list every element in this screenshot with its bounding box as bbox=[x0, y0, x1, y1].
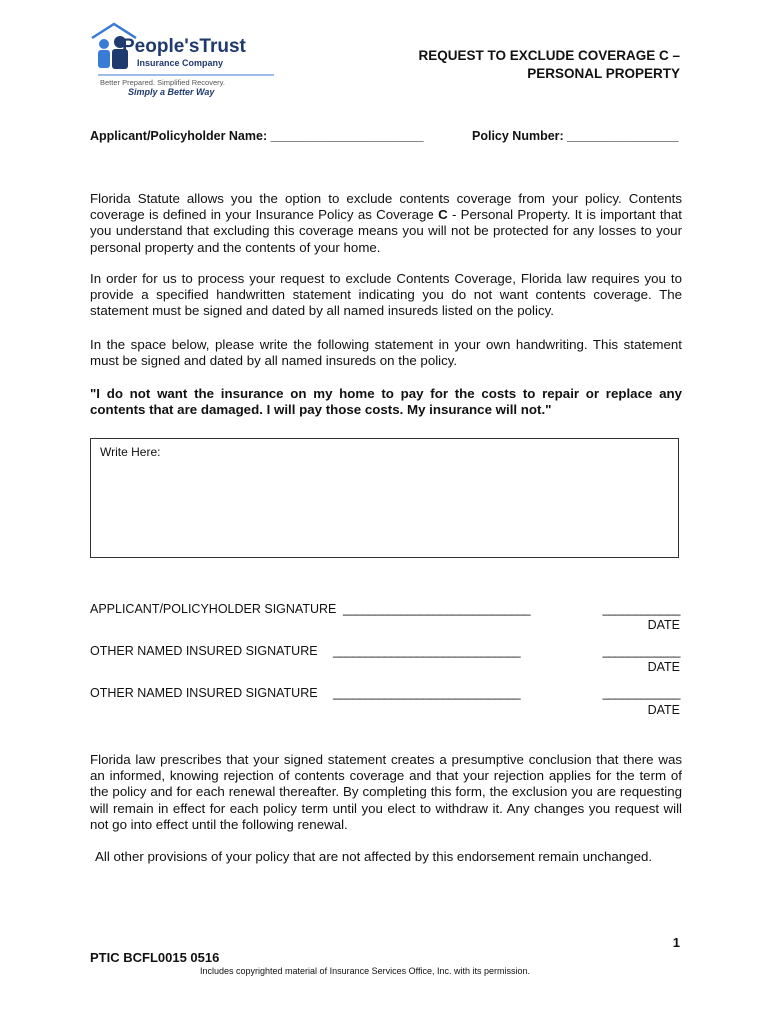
page-number: 1 bbox=[672, 935, 680, 950]
logo-slogan: Simply a Better Way bbox=[128, 87, 215, 97]
para1-text-a: Florida Statute allows you the option to exclude contents coverage from your policy. Contents coverage is defined in your Insurance Policy as Coverage bbox=[90, 191, 682, 223]
date-line-3[interactable]: ____________ bbox=[602, 686, 680, 700]
logo-company: Insurance Company bbox=[137, 58, 224, 68]
logo-brand: People'sTrust bbox=[122, 36, 246, 57]
paragraph-statute bbox=[90, 191, 682, 256]
paragraph-instructions: In the space below, please write the following statement in your own handwriting. This statement must be signed and dated by all named insureds on the policy. bbox=[90, 337, 682, 369]
logo-tagline: Better Prepared. Simplified Recovery. bbox=[100, 78, 225, 87]
signature-line-2[interactable]: _____________________________ bbox=[333, 644, 521, 658]
date-line-1[interactable]: ____________ bbox=[602, 602, 680, 616]
document-title bbox=[360, 47, 680, 83]
date-label-2: DATE bbox=[647, 660, 680, 674]
signature-line-3[interactable]: _____________________________ bbox=[333, 686, 521, 700]
title-line-2: PERSONAL PROPERTY bbox=[527, 66, 680, 81]
form-code: PTIC BCFL0015 0516 bbox=[90, 950, 220, 965]
company-logo bbox=[90, 22, 280, 100]
signature-label-2: OTHER NAMED INSURED SIGNATURE bbox=[90, 644, 318, 658]
date-label-1: DATE bbox=[647, 618, 680, 632]
handwriting-box[interactable] bbox=[90, 438, 679, 558]
write-here-label: Write Here: bbox=[100, 445, 161, 459]
policy-number-field[interactable]: Policy Number: ________________ bbox=[472, 129, 679, 143]
title-line-1: REQUEST TO EXCLUDE COVERAGE C – bbox=[418, 48, 680, 63]
paragraph-presumption: Florida law prescribes that your signed statement creates a presumptive conclusion that there was an informed, knowing rejection of contents coverage and that your rejection applies for the term of the policy and for each renewal thereafter. By completing this form, the exclusion you are requesting will remain in effect for each policy term until you elect to withdraw it. Any changes you request will not go into effect until the following renewal. bbox=[90, 752, 682, 832]
signature-label-1: APPLICANT/POLICYHOLDER SIGNATURE bbox=[90, 602, 337, 616]
para1-text-b: - Personal Property. It is important that you understand that excluding this coverage means you will not be protected for any losses to your personal property and the contents of your home. bbox=[90, 207, 682, 255]
date-line-2[interactable]: ____________ bbox=[602, 644, 680, 658]
para1-bold: C bbox=[438, 207, 448, 223]
copyright-notice: Includes copyrighted material of Insurance Services Office, Inc. with its permission. bbox=[200, 966, 530, 976]
required-statement: "I do not want the insurance on my home to pay for the costs to repair or replace any contents that are damaged. I will pay those costs. My insurance will not." bbox=[90, 386, 682, 418]
paragraph-provisions: All other provisions of your policy that are not affected by this endorsement remain unchanged. bbox=[95, 849, 653, 864]
signature-line-1[interactable]: _____________________________ bbox=[343, 602, 531, 616]
signature-label-3: OTHER NAMED INSURED SIGNATURE bbox=[90, 686, 318, 700]
date-label-3: DATE bbox=[647, 703, 680, 717]
applicant-name-field[interactable]: Applicant/Policyholder Name: ______________________ bbox=[90, 129, 424, 143]
paragraph-process: In order for us to process your request to exclude Contents Coverage, Florida law requires you to provide a specified handwritten statement indicating you do not want contents coverage. The statement must be signed and dated by all named insureds listed on the policy. bbox=[90, 271, 682, 319]
